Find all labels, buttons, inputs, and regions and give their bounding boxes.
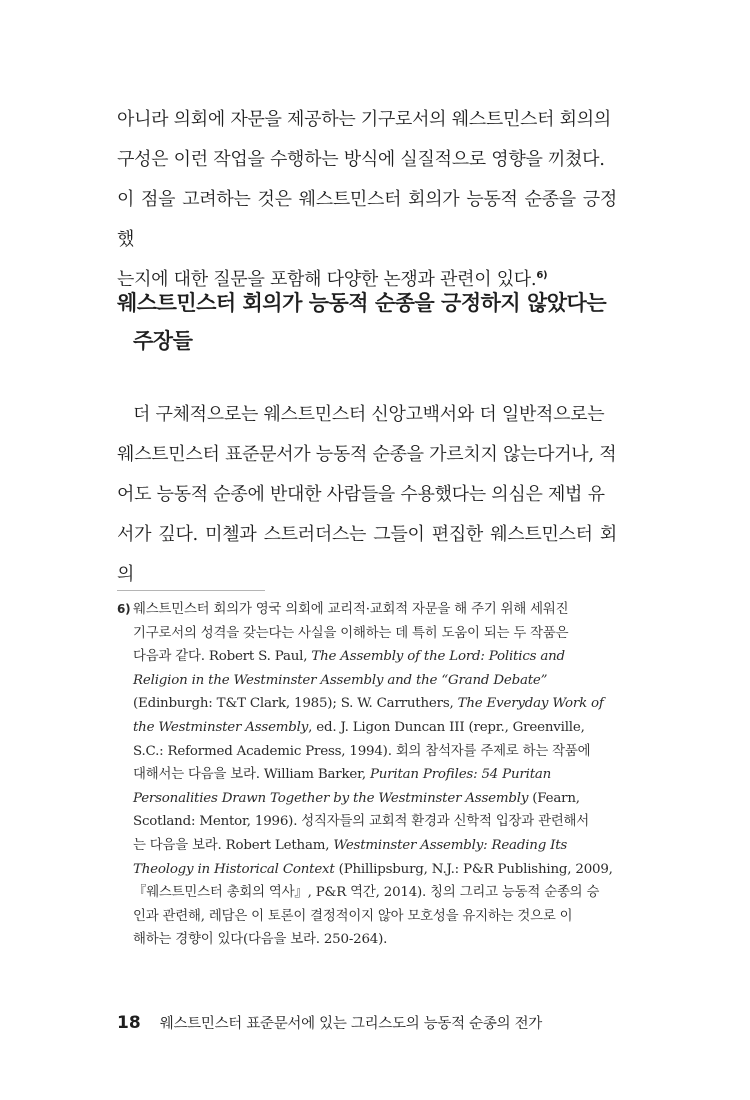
section-heading: [117, 284, 617, 360]
footnote-text: , ed. J. Ligon Duncan III (repr., Greenville,: [308, 719, 585, 735]
footnote-title-italic: Personalities Drawn Together by the Westminster Assembly: [133, 790, 529, 806]
footnote-line: [133, 787, 617, 811]
footnote-text: (Edinburgh: T&T Clark, 1985); S. W. Carruthers,: [133, 696, 458, 712]
paragraph-line: 는지에 대한 질문을 포함해 다양한 논쟁과 관련이 있다.: [117, 269, 537, 290]
footnote-title-italic: Westminster Assembly: Reading Its: [333, 837, 568, 853]
page-footer: [117, 1012, 542, 1033]
footnote-text: 기구로서의 성격을 갖는다는 사실을 이해하는 데 특히 도움이 되는 두 작품은: [133, 625, 569, 641]
footnote-line: [133, 928, 617, 952]
footnote-text: (Phillipsburg, N.J.: P&R Publishing, 2009,: [334, 861, 613, 877]
footnote-title-italic: Theology in Historical Context: [133, 861, 335, 877]
paragraph-line: 어도 능동적 순종에 반대한 사람들을 수용했다는 의심은 제법 유: [117, 484, 605, 505]
footnote-line: [133, 810, 617, 834]
paragraph-line: 구성은 이런 작업을 수행하는 방식에 실질적으로 영향을 끼쳤다.: [117, 149, 605, 170]
footnote-text: 인과 관련해, 레담은 이 토론이 결정적이지 않아 모호성을 유지하는 것으로 이: [133, 908, 573, 924]
page-number: 18: [117, 1013, 141, 1033]
footnote-text: 웨스트민스터 회의가 영국 의회에 교리적·교회적 자문을 해 주기 위해 세워진: [133, 602, 569, 617]
section-heading-line1: 웨스트민스터 회의가 능동적 순종을 긍정하지 않았다는: [117, 291, 607, 315]
footnote-title-italic: Religion in the Westminster Assembly and the “Grand Debate”: [133, 672, 548, 688]
footnote-line: [133, 881, 617, 905]
paragraph-line: 서가 깊다. 미첼과 스트러더스는 그들이 편집한 웨스트민스터 회의: [117, 524, 617, 585]
footnote-line: [133, 763, 617, 787]
footnote-line: [133, 858, 617, 882]
footnote-text: Scotland: Mentor, 1996). 성직자들의 교회적 환경과 신학적 입장과 관련해서: [133, 814, 590, 830]
footnote-line: [133, 669, 617, 693]
paragraph-line: 아니라 의회에 자문을 제공하는 기구로서의 웨스트민스터 회의의: [117, 109, 611, 130]
footnote-line: [133, 622, 617, 646]
footnote-line: [133, 645, 617, 669]
footnote-text: S.C.: Reformed Academic Press, 1994). 회의 참석자를 주제로 하는 작품에: [133, 743, 591, 759]
footnote-line: [133, 740, 617, 764]
footnote-line: [133, 716, 617, 740]
footnote-text: (Fearn,: [528, 790, 580, 806]
running-title: 웨스트민스터 표준문서에 있는 그리스도의 능동적 순종의 전가: [159, 1016, 543, 1032]
footnote-text: 는 다음을 보라. Robert Letham,: [133, 837, 334, 853]
section-heading-line2: 주장들: [133, 329, 193, 353]
footnote-title-italic: Puritan Profiles: 54 Puritan: [369, 767, 552, 783]
footnote-text: 『웨스트민스터 총회의 역사』, P&R 역간, 2014). 칭의 그리고 능동적 순종의 승: [133, 885, 600, 901]
footnote: [117, 598, 617, 952]
footnote-line: [133, 905, 617, 929]
paragraph-line: 웨스트민스터 표준문서가 능동적 순종을 가르치지 않는다거나, 적: [117, 444, 617, 465]
footnote-line: [133, 834, 617, 858]
footnote-line: [133, 598, 617, 622]
footnote-line: [133, 692, 617, 716]
footnote-title-italic: the Westminster Assembly: [133, 719, 309, 735]
footnote-text: 대해서는 다음을 보라. William Barker,: [133, 767, 370, 783]
footnote-number: 6): [117, 602, 131, 616]
footnote-title-italic: The Assembly of the Lord: Politics and: [311, 649, 565, 665]
footnote-body: [117, 598, 617, 952]
footnote-title-italic: The Everyday Work of: [457, 696, 604, 712]
opening-paragraph: [117, 100, 617, 300]
main-paragraph: [117, 395, 617, 595]
footnote-text: 다음과 같다. Robert S. Paul,: [133, 649, 312, 665]
footnote-reference[interactable]: 6): [536, 270, 548, 281]
footnote-text: 해하는 경향이 있다(다음을 보라. 250-264).: [133, 932, 388, 948]
footnote-divider: [117, 590, 265, 591]
paragraph-line: 이 점을 고려하는 것은 웨스트민스터 회의가 능동적 순종을 긍정했: [117, 189, 617, 250]
paragraph-line: 더 구체적으로는 웨스트민스터 신앙고백서와 더 일반적으로는: [133, 404, 605, 425]
